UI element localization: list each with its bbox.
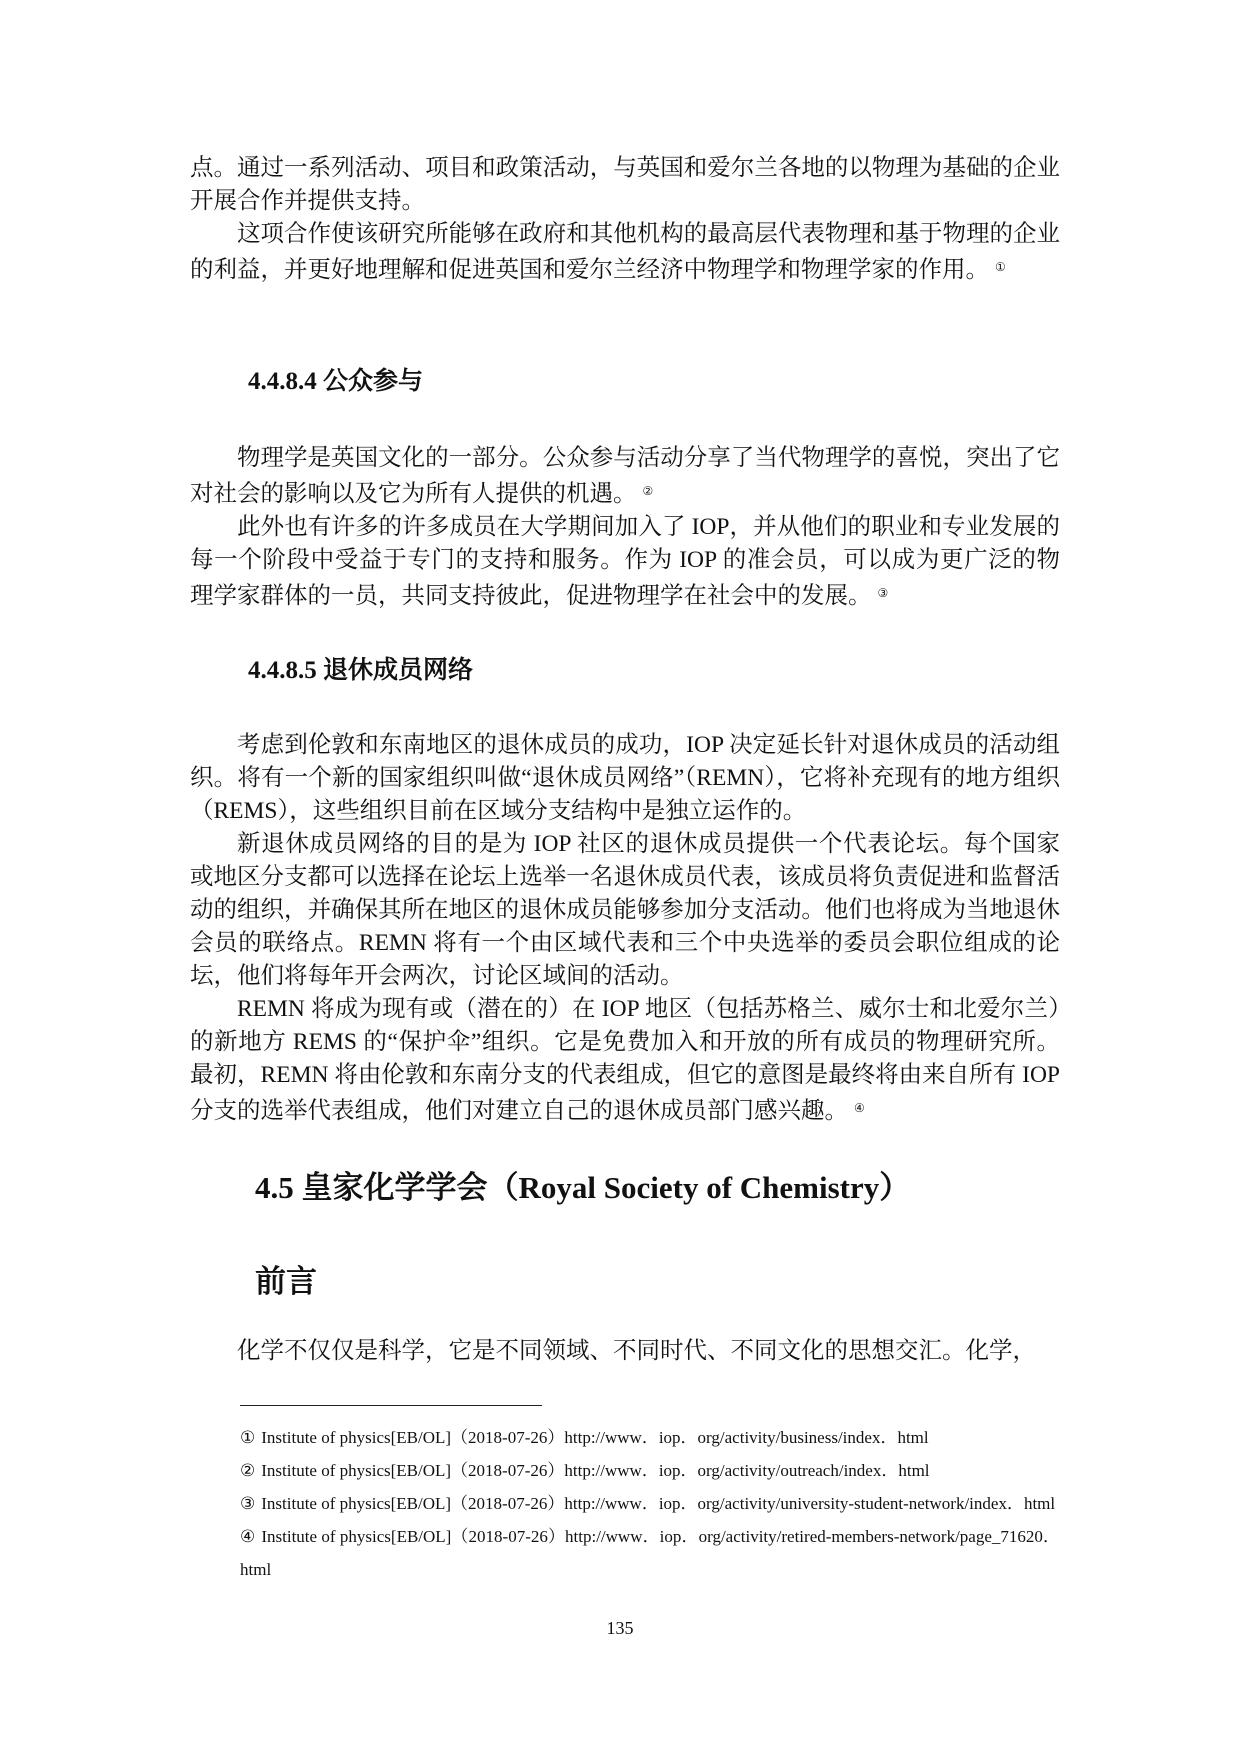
footnote-ref[interactable]: ④ [854,1101,865,1115]
paragraph-text: 点。通过一系列活动、项目和政策活动，与英国和爱尔兰各地的以物理为基础的企业开展合作并提供支持。 [190,155,1060,214]
footnote-text: Institute of physics[EB/OL]（2018-07-26）http://www．iop．org/activity/university-student-network/index．html [261,1494,1056,1513]
paragraph [190,442,1060,511]
intro-paragraphs [190,152,1060,287]
footnote-divider [240,1405,542,1406]
paragraph [190,828,1060,993]
paragraph [190,152,1060,218]
paragraph [190,218,1060,287]
footnote-ref[interactable]: ① [995,260,1006,274]
footnote-ref[interactable]: ② [642,484,654,498]
paragraph [190,993,1060,1128]
section-45-body [190,1335,1060,1368]
footnotes [240,1421,1060,1586]
paragraph-text: 物理学是英国文化的一部分。公众参与活动分享了当代物理学的喜悦，突出了它对社会的影响以及它为所有人提供的机遇。 [190,445,1060,507]
footnote-2 [240,1454,1060,1487]
paragraph-text: 考虑到伦敦和东南地区的退休成员的成功，IOP 决定延长针对退休成员的活动组织。将有一个新的国家组织叫做“退休成员网络”（REMN），它将补充现有的地方组织（REMS），这些组织目前在区域分支结构中是独立运作的。 [190,732,1060,824]
section-heading-4484: 4.4.8.4 公众参与 [248,368,424,395]
paragraph-text: 这项合作使该研究所能够在政府和其他机构的最高层代表物理和基于物理的企业的利益，并更好地理解和促进英国和爱尔兰经济中物理学和物理学家的作用。 [190,221,1060,283]
paragraph [190,511,1060,613]
section-4484-body [190,442,1060,613]
footnote-text: Institute of physics[EB/OL]（2018-07-26）http://www．iop．org/activity/business/index．html [261,1428,929,1447]
footnote-3 [240,1487,1060,1520]
section-heading-45: 4.5 皇家化学学会（Royal Society of Chemistry） [255,1170,911,1205]
subheading-preface: 前言 [255,1264,317,1299]
paragraph-text: 新退休成员网络的目的是为 IOP 社区的退休成员提供一个代表论坛。每个国家或地区分支都可以选择在论坛上选举一名退休成员代表，该成员将负责促进和监督活动的组织，并确保其所在地区的退休成员能够参加分支活动。他们也将成为当地退休会员的联络点。REMN 将有一个由区域代表和三个中央选举的委员会职位组成的论坛，他们将每年开会两次，讨论区域间的活动。 [190,831,1060,989]
footnote-number: ② [240,1461,256,1480]
footnote-4 [240,1520,1060,1586]
footnote-number: ③ [240,1494,256,1513]
paragraph-text: 此外也有许多的许多成员在大学期间加入了 IOP，并从他们的职业和专业发展的每一个阶段中受益于专门的支持和服务。作为 IOP 的准会员，可以成为更广泛的物理学家群体的一员，共同支持彼此，促进物理学在社会中的发展。 [190,514,1060,609]
paragraph [190,729,1060,828]
footnote-text: Institute of physics[EB/OL]（2018-07-26）http://www．iop．org/activity/retired-members-network/page_71620．html [240,1527,1060,1579]
footnote-ref[interactable]: ③ [877,586,889,600]
paragraph: 化学不仅仅是科学，它是不同领域、不同时代、不同文化的思想交汇。化学， [237,1338,1036,1364]
footnote-number: ④ [240,1527,256,1546]
section-heading-4485: 4.4.8.5 退休成员网络 [248,657,474,684]
section-4485-body [190,729,1060,1128]
paragraph-text: REMN 将成为现有或（潜在的）在 IOP 地区（包括苏格兰、威尔士和北爱尔兰）的新地方 REMS 的“保护伞”组织。它是免费加入和开放的所有成员的物理研究所。最初，REMN 将由伦敦和东南分支的代表组成，但它的意图是最终将由来自所有 IOP 分支的选举代表组成，他们对建立自己的退休成员部门感兴趣。 [190,996,1060,1124]
footnote-number: ① [240,1428,256,1447]
footnote-text: Institute of physics[EB/OL]（2018-07-26）http://www．iop．org/activity/outreach/index．html [261,1461,930,1480]
page-number: 135 [606,1618,634,1638]
footnote-1 [240,1421,1060,1454]
